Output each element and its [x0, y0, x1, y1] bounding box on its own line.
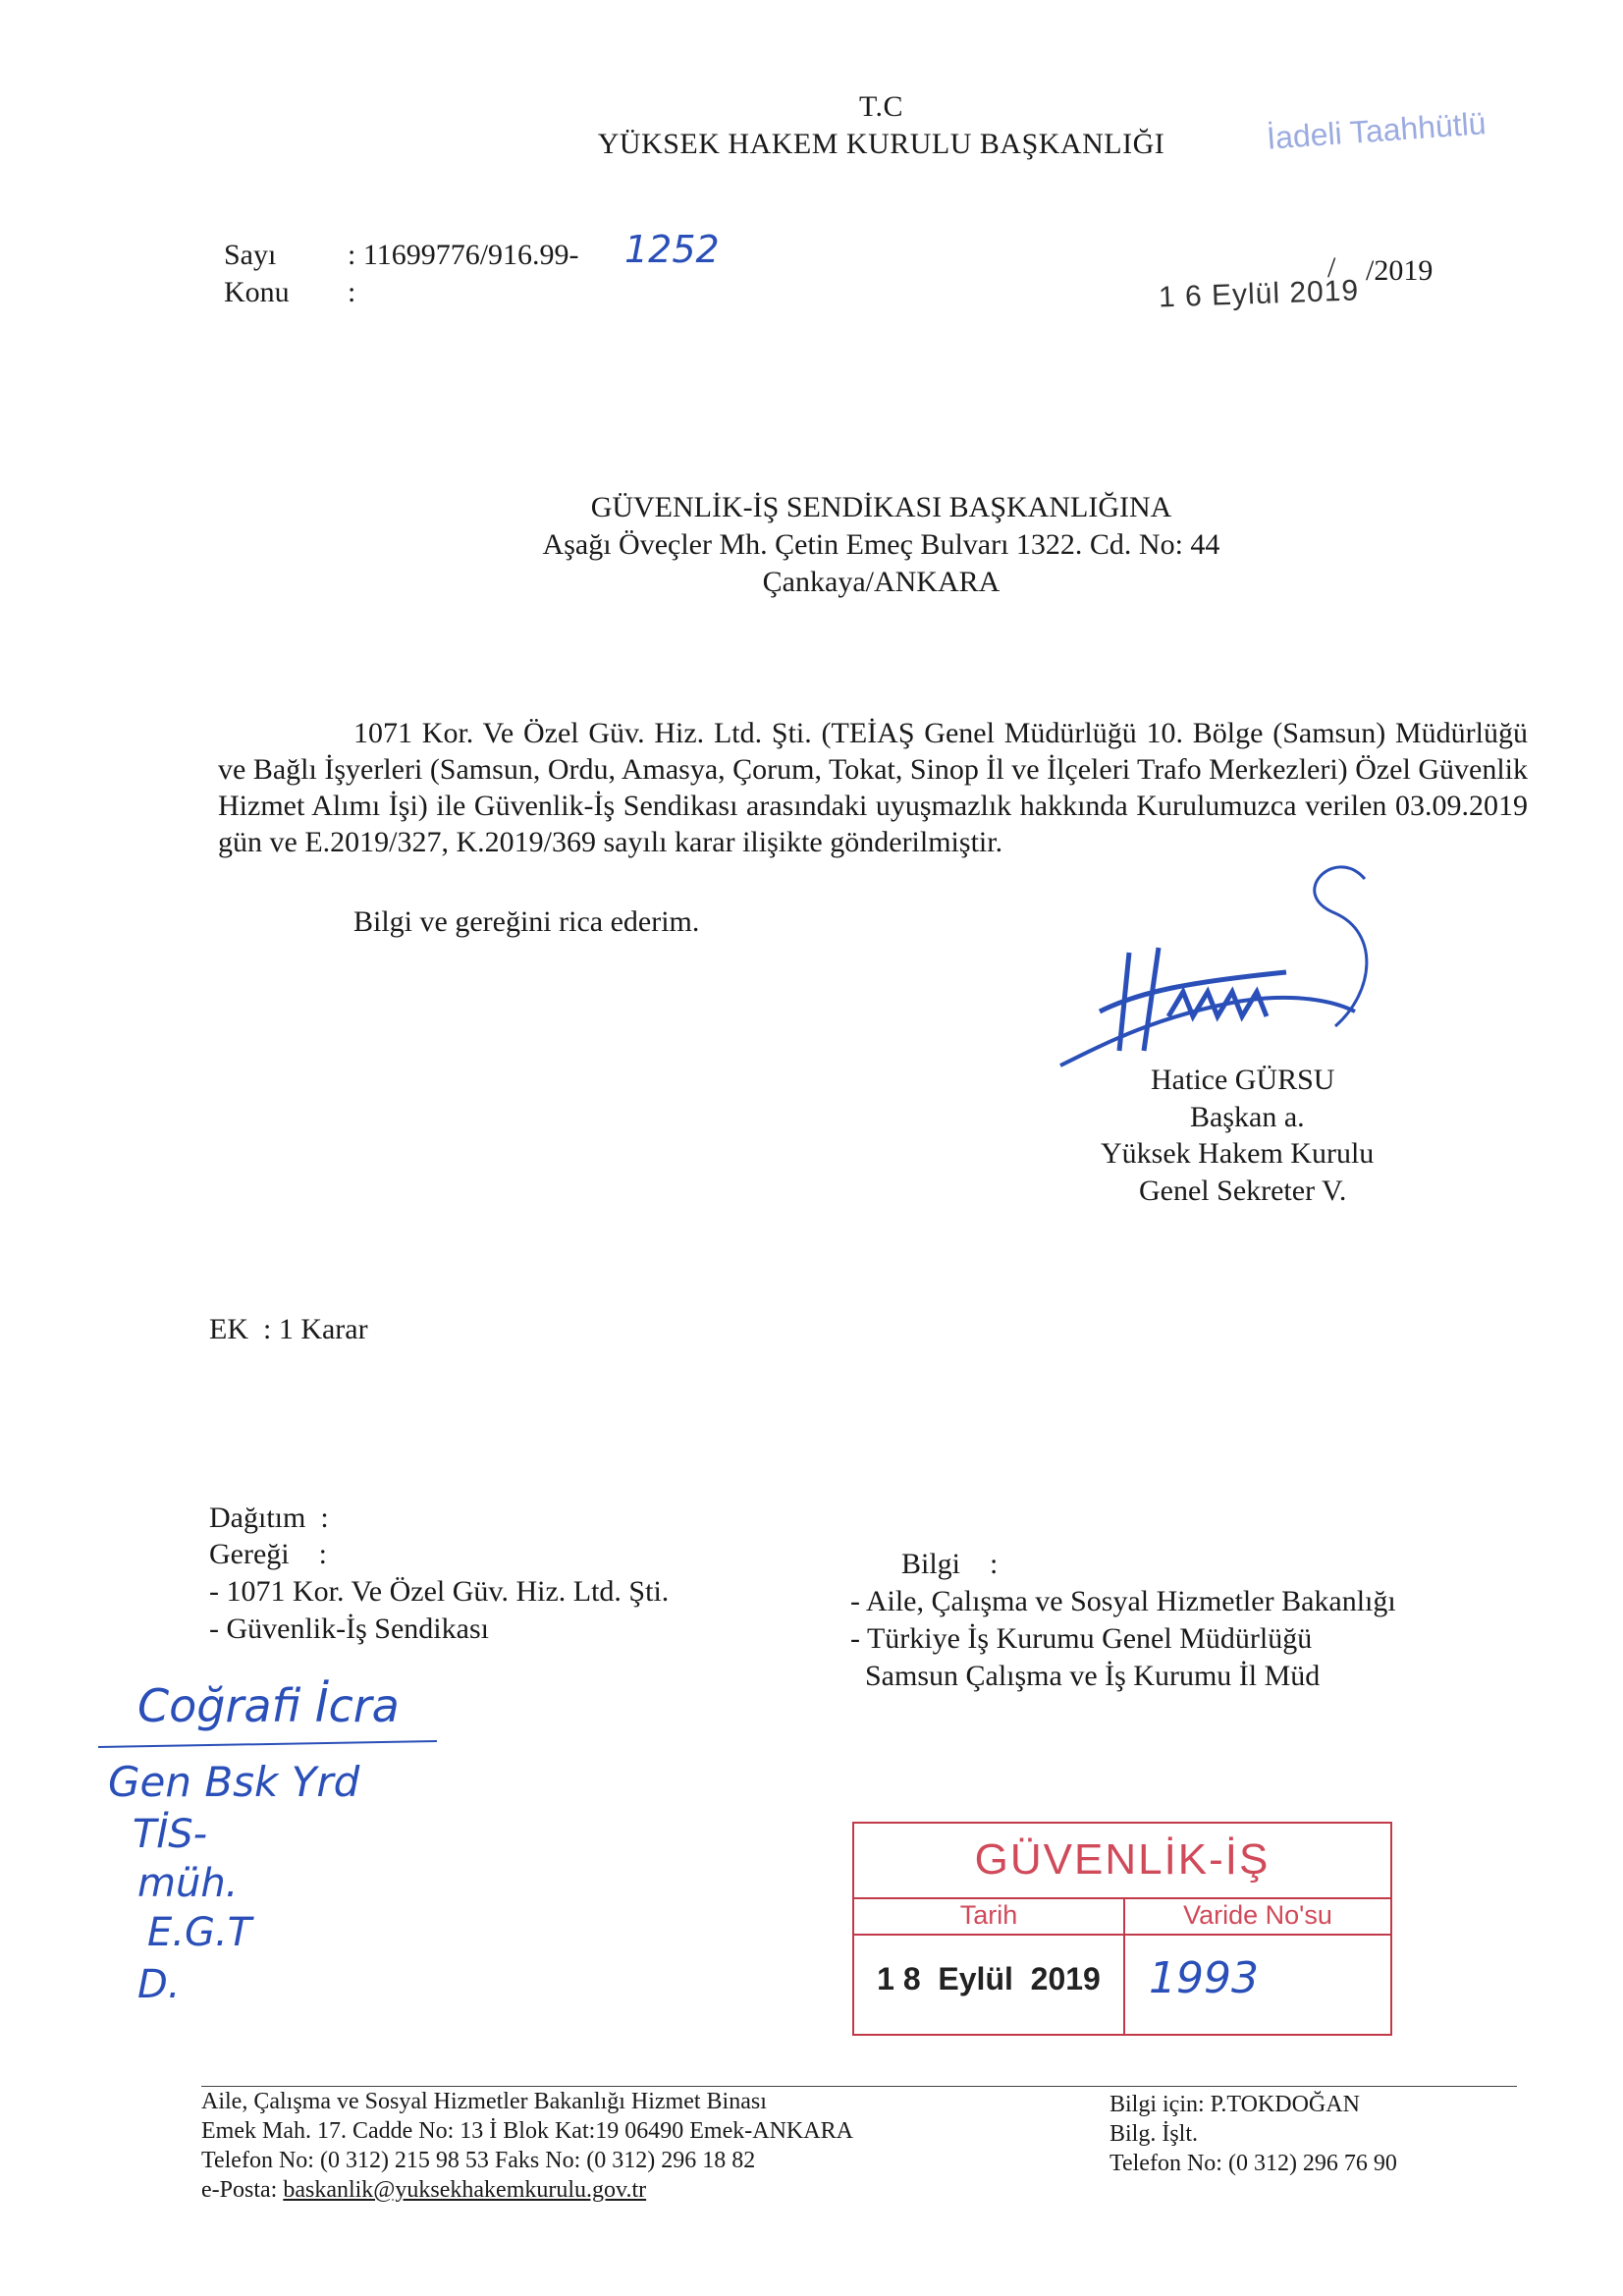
signatory-title-2: Yüksek Hakem Kurulu: [1101, 1137, 1375, 1170]
footer-email-link[interactable]: baskanlik@yuksekhakemkurulu.gov.tr: [283, 2177, 647, 2203]
distribution-label: Dağıtım :: [209, 1502, 329, 1534]
sayi-label: Sayı: [224, 239, 277, 271]
letter-paragraph: 1071 Kor. Ve Özel Güv. Hiz. Ltd. Şti. (TEİAŞ Genel Müdürlüğü 10. Bölge (Samsun) Müdürlüğü ve Bağlı İşyerleri (Samsun, Ordu, Amasya, Çorum, Tokat, Sinop İl ve İlçeleri Trafo Merkezleri) Özel Güvenlik Hizmet Alımı İşi) ile Güvenlik-İş Sendikası arasındaki uyuşmazlık hakkında Kurulumuzca verilen 03.09.2019 gün ve E.2019/327, K.2019/369 sayılı karar ilişikte gönderilmiştir.: [218, 717, 1528, 858]
receipt-stamp-title: GÜVENLİK-İŞ: [974, 1835, 1271, 1884]
bilgi-item: Samsun Çalışma ve İş Kurumu İl Müd: [850, 1660, 1321, 1692]
footer-contact-line: Bilgi için: P.TOKDOĞAN: [1109, 2092, 1360, 2117]
signatory-name: Hatice GÜRSU: [1151, 1064, 1335, 1096]
registered-mail-stamp: İadeli Taahhütlü: [1265, 105, 1488, 156]
receipt-date-value: 1 8 Eylül 2019: [877, 1961, 1101, 1996]
receipt-divider-h2: [854, 1934, 1390, 1936]
footer-email-line: [201, 2175, 853, 2205]
handwritten-note-line: müh.: [137, 1861, 239, 1906]
letter-body: [218, 715, 1528, 860]
handwritten-note-line: D.: [137, 1962, 181, 2007]
handwritten-note-line: Coğrafi İcra: [137, 1679, 400, 1732]
footer-contact-line: Bilg. İşlt.: [1109, 2121, 1199, 2147]
receipt-stamp: [852, 1822, 1392, 2036]
letter-closing: Bilgi ve gereğini rica ederim.: [353, 905, 700, 938]
receipt-date-label: Tarih: [959, 1900, 1018, 1930]
footer-address: [201, 2087, 853, 2205]
handwritten-underline: [98, 1740, 437, 1748]
recipient-name: GÜVENLİK-İŞ SENDİKASI BAŞKANLIĞINA: [590, 491, 1172, 523]
konu-label: Konu: [224, 276, 290, 308]
footer-contact: [1109, 2090, 1397, 2178]
footer-address-line: Emek Mah. 17. Cadde No: 13 İ Blok Kat:19 06490 Emek-ANKARA: [201, 2118, 853, 2144]
footer-address-line: Telefon No: (0 312) 215 98 53 Faks No: (0 312) 296 18 82: [201, 2148, 756, 2173]
recipient-address-line: Aşağı Öveçler Mh. Çetin Emeç Bulvarı 1322. Cd. No: 44: [542, 528, 1220, 561]
footer-email-label: e-Posta:: [201, 2177, 278, 2203]
geregi-label: Gereği :: [209, 1538, 327, 1570]
date-year: /2019: [1366, 254, 1434, 287]
sayi-value: : 11699776/916.99-: [348, 239, 579, 271]
handwritten-note-line: TİS-: [133, 1812, 208, 1857]
bilgi-item: - Aile, Çalışma ve Sosyal Hizmetler Bakanlığı: [850, 1585, 1396, 1617]
bilgi-item: - Türkiye İş Kurumu Genel Müdürlüğü: [850, 1622, 1313, 1655]
footer-address-line: Aile, Çalışma ve Sosyal Hizmetler Bakanlığı Hizmet Binası: [201, 2089, 767, 2114]
bilgi-label: Bilgi :: [901, 1548, 999, 1580]
geregi-item: - 1071 Kor. Ve Özel Güv. Hiz. Ltd. Şti.: [209, 1575, 670, 1608]
footer-contact-line: Telefon No: (0 312) 296 76 90: [1109, 2151, 1397, 2176]
signatory-title-3: Genel Sekreter V.: [1139, 1175, 1347, 1207]
konu-value: :: [348, 276, 356, 308]
recipient-city: Çankaya/ANKARA: [762, 566, 1001, 598]
signature-scribble: [1041, 854, 1375, 1080]
header-tc: T.C: [858, 90, 904, 123]
geregi-item: - Güvenlik-İş Sendikası: [209, 1613, 489, 1645]
receipt-divider-h: [854, 1897, 1390, 1899]
handwritten-note-line: Gen Bsk Yrd: [108, 1758, 360, 1806]
receipt-no-label: Varide No'su: [1183, 1900, 1332, 1930]
receipt-no-value: 1993: [1149, 1953, 1259, 2003]
sayi-handwritten: 1252: [624, 228, 720, 271]
date-slash: /: [1327, 251, 1336, 284]
handwritten-note-line: E.G.T: [147, 1910, 252, 1955]
header-institution: YÜKSEK HAKEM KURULU BAŞKANLIĞI: [597, 128, 1165, 160]
attachment-line: EK : 1 Karar: [209, 1313, 368, 1345]
date-stamp: 1 6 Eylül 2019: [1158, 274, 1360, 314]
signatory-title-1: Başkan a.: [1190, 1101, 1305, 1133]
